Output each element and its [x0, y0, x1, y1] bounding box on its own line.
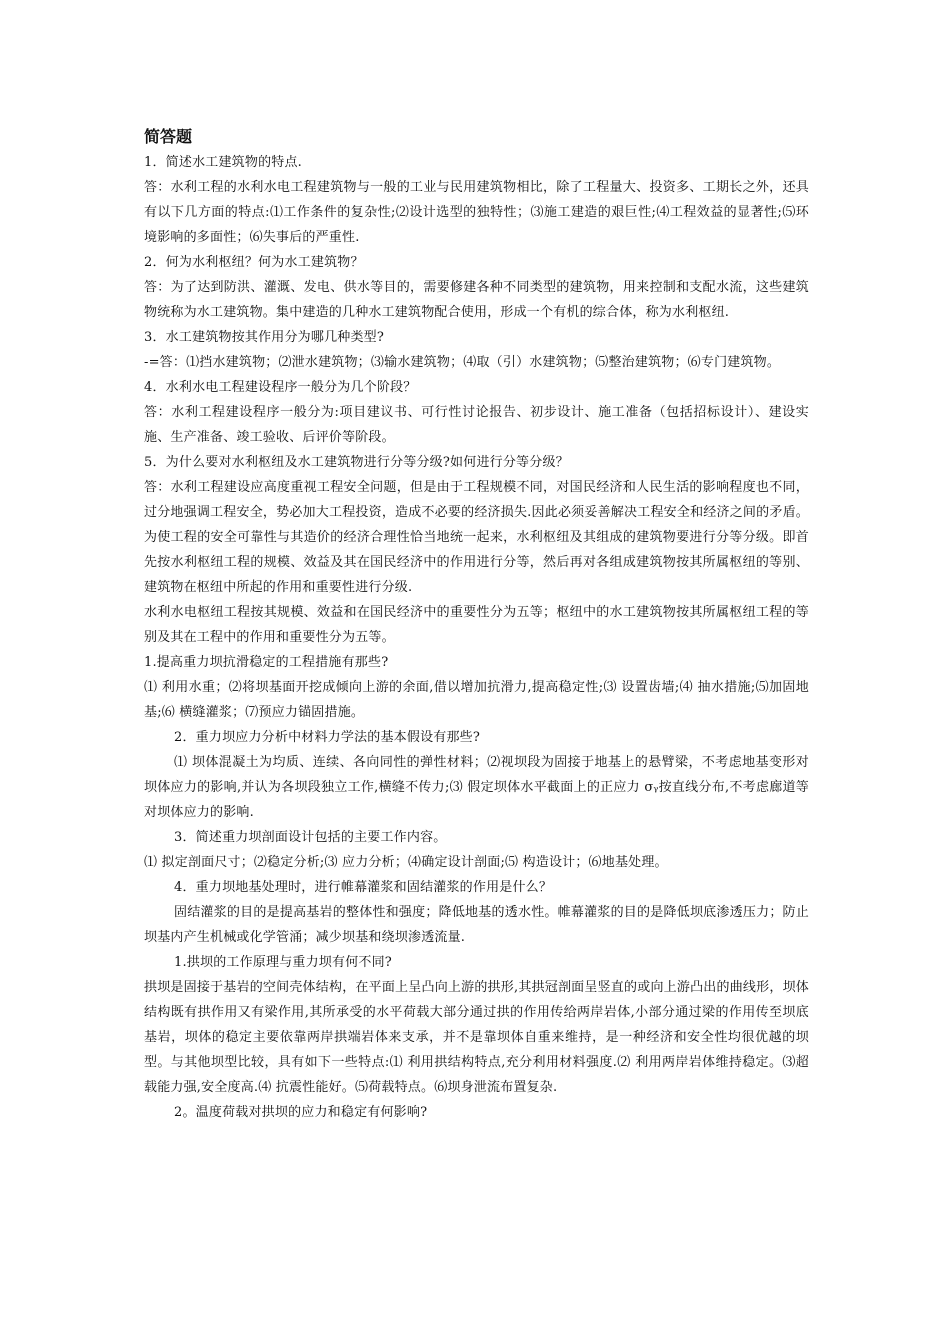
- paragraph: 3．简述重力坝剖面设计包括的主要工作内容。: [174, 830, 447, 845]
- paragraph: -=答：⑴挡水建筑物；⑵泄水建筑物；⑶输水建筑物；⑷取（引）水建筑物；⑸整治建筑物；⑹专门建筑物。: [144, 355, 781, 370]
- paragraph: 2．何为水利枢纽？何为水工建筑物？: [144, 255, 364, 270]
- paragraph: 1.拱坝的工作原理与重力坝有何不同?: [174, 955, 392, 970]
- paragraph: 2．重力坝应力分析中材料力学法的基本假设有那些?: [174, 730, 481, 745]
- document-body: [144, 150, 809, 1125]
- paragraph: ⑴ 拟定剖面尺寸；⑵稳定分析;⑶ 应力分析；⑷确定设计剖面;⑸ 构造设计；⑹地基处理。: [144, 855, 668, 870]
- document-title: 简答题: [144, 127, 193, 146]
- document-page: [144, 126, 809, 1125]
- paragraph: 水利水电枢纽工程按其规模、效益和在国民经济中的重要性分为五等；枢纽中的水工建筑物按其所属枢纽工程的等别及其在工程中的作用和重要性分为五等。: [144, 605, 809, 645]
- paragraph: ⑴ 利用水重；⑵将坝基面开挖成倾向上游的余面,借以增加抗滑力,提高稳定性;⑶ 设置齿墙;⑷ 抽水措施;⑸加固地基;⑹ 横缝灌浆；⑺预应力锚固措施。: [144, 680, 809, 720]
- paragraph: 答：为了达到防洪、灌溉、发电、供水等目的，需要修建各种不同类型的建筑物，用来控制和支配水流，这些建筑物统称为水工建筑物。集中建造的几种水工建筑物配合使用，形成一个有机的综合体，称为水利枢纽.: [144, 280, 809, 320]
- paragraph: 拱坝是固接于基岩的空间壳体结构，在平面上呈凸向上游的拱形,其拱冠剖面呈竖直的或向上游凸出的曲线形，坝体结构既有拱作用又有梁作用,其所承受的水平荷载大部分通过拱的作用传给两岸岩体,小部分通过梁的作用传至坝底基岩，坝体的稳定主要依靠两岸拱端岩体来支承，并不是靠坝体自重来维持，是一种经济和安全性均很优越的坝型。与其他坝型比较，具有如下一些特点:⑴ 利用拱结构特点,充分利用材料强度.⑵ 利用两岸岩体维持稳定。⑶超载能力强,安全度高.⑷ 抗震性能好。⑸荷载特点。⑹坝身泄流布置复杂.: [144, 980, 809, 1095]
- paragraph: 4．水利水电工程建设程序一般分为几个阶段？: [144, 380, 417, 395]
- paragraph: 2。温度荷载对拱坝的应力和稳定有何影响?: [174, 1105, 428, 1120]
- paragraph: ⑴ 坝体混凝土为均质、连续、各向同性的弹性材料；⑵视坝段为固接于地基上的悬臂梁，不考虑地基变形对坝体应力的影响,并认为各坝段独立工作,横缝不传力;⑶ 假定坝体水平截面上的正应力 σᵧ按直线分布,不考虑廊道等对坝体应力的影响.: [144, 755, 809, 820]
- paragraph: 答：水利工程建设应高度重视工程安全问题，但是由于工程规模不同，对国民经济和人民生活的影响程度也不同，过分地强调工程安全，势必加大工程投资，造成不必要的经济损失.因此必须妥善解决工程安全和经济之间的矛盾。为使工程的安全可靠性与其造价的经济合理性恰当地统一起来，水利枢纽及其组成的建筑物要进行分等分级。即首先按水利枢纽工程的规模、效益及其在国民经济中的作用进行分等，然后再对各组成建筑物按其所属枢纽的等别、建筑物在枢纽中所起的作用和重要性进行分级.: [144, 480, 809, 595]
- paragraph: 固结灌浆的目的是提高基岩的整体性和强度；降低地基的透水性。帷幕灌浆的目的是降低坝底渗透压力；防止坝基内产生机械或化学管涌；减少坝基和绕坝渗透流量.: [144, 905, 809, 945]
- paragraph: 答：水利工程的水利水电工程建筑物与一般的工业与民用建筑物相比，除了工程量大、投资多、工期长之外，还具有以下几方面的特点:⑴工作条件的复杂性;⑵设计选型的独特性；⑶施工建造的艰巨性;⑷工程效益的显著性;⑸环境影响的多面性；⑹失事后的严重性.: [144, 180, 809, 245]
- paragraph: 5．为什么要对水利枢纽及水工建筑物进行分等分级?如何进行分等分级？: [144, 455, 569, 470]
- paragraph: 4．重力坝地基处理时，进行帷幕灌浆和固结灌浆的作用是什么？: [174, 880, 553, 895]
- paragraph: 1.提高重力坝抗滑稳定的工程措施有那些?: [144, 655, 389, 670]
- paragraph: 答：水利工程建设程序一般分为:项目建议书、可行性讨论报告、初步设计、施工准备（包括招标设计）、建设实施、生产准备、竣工验收、后评价等阶段。: [144, 405, 809, 445]
- paragraph: 3．水工建筑物按其作用分为哪几种类型?: [144, 330, 385, 345]
- paragraph: 1．简述水工建筑物的特点.: [144, 155, 303, 170]
